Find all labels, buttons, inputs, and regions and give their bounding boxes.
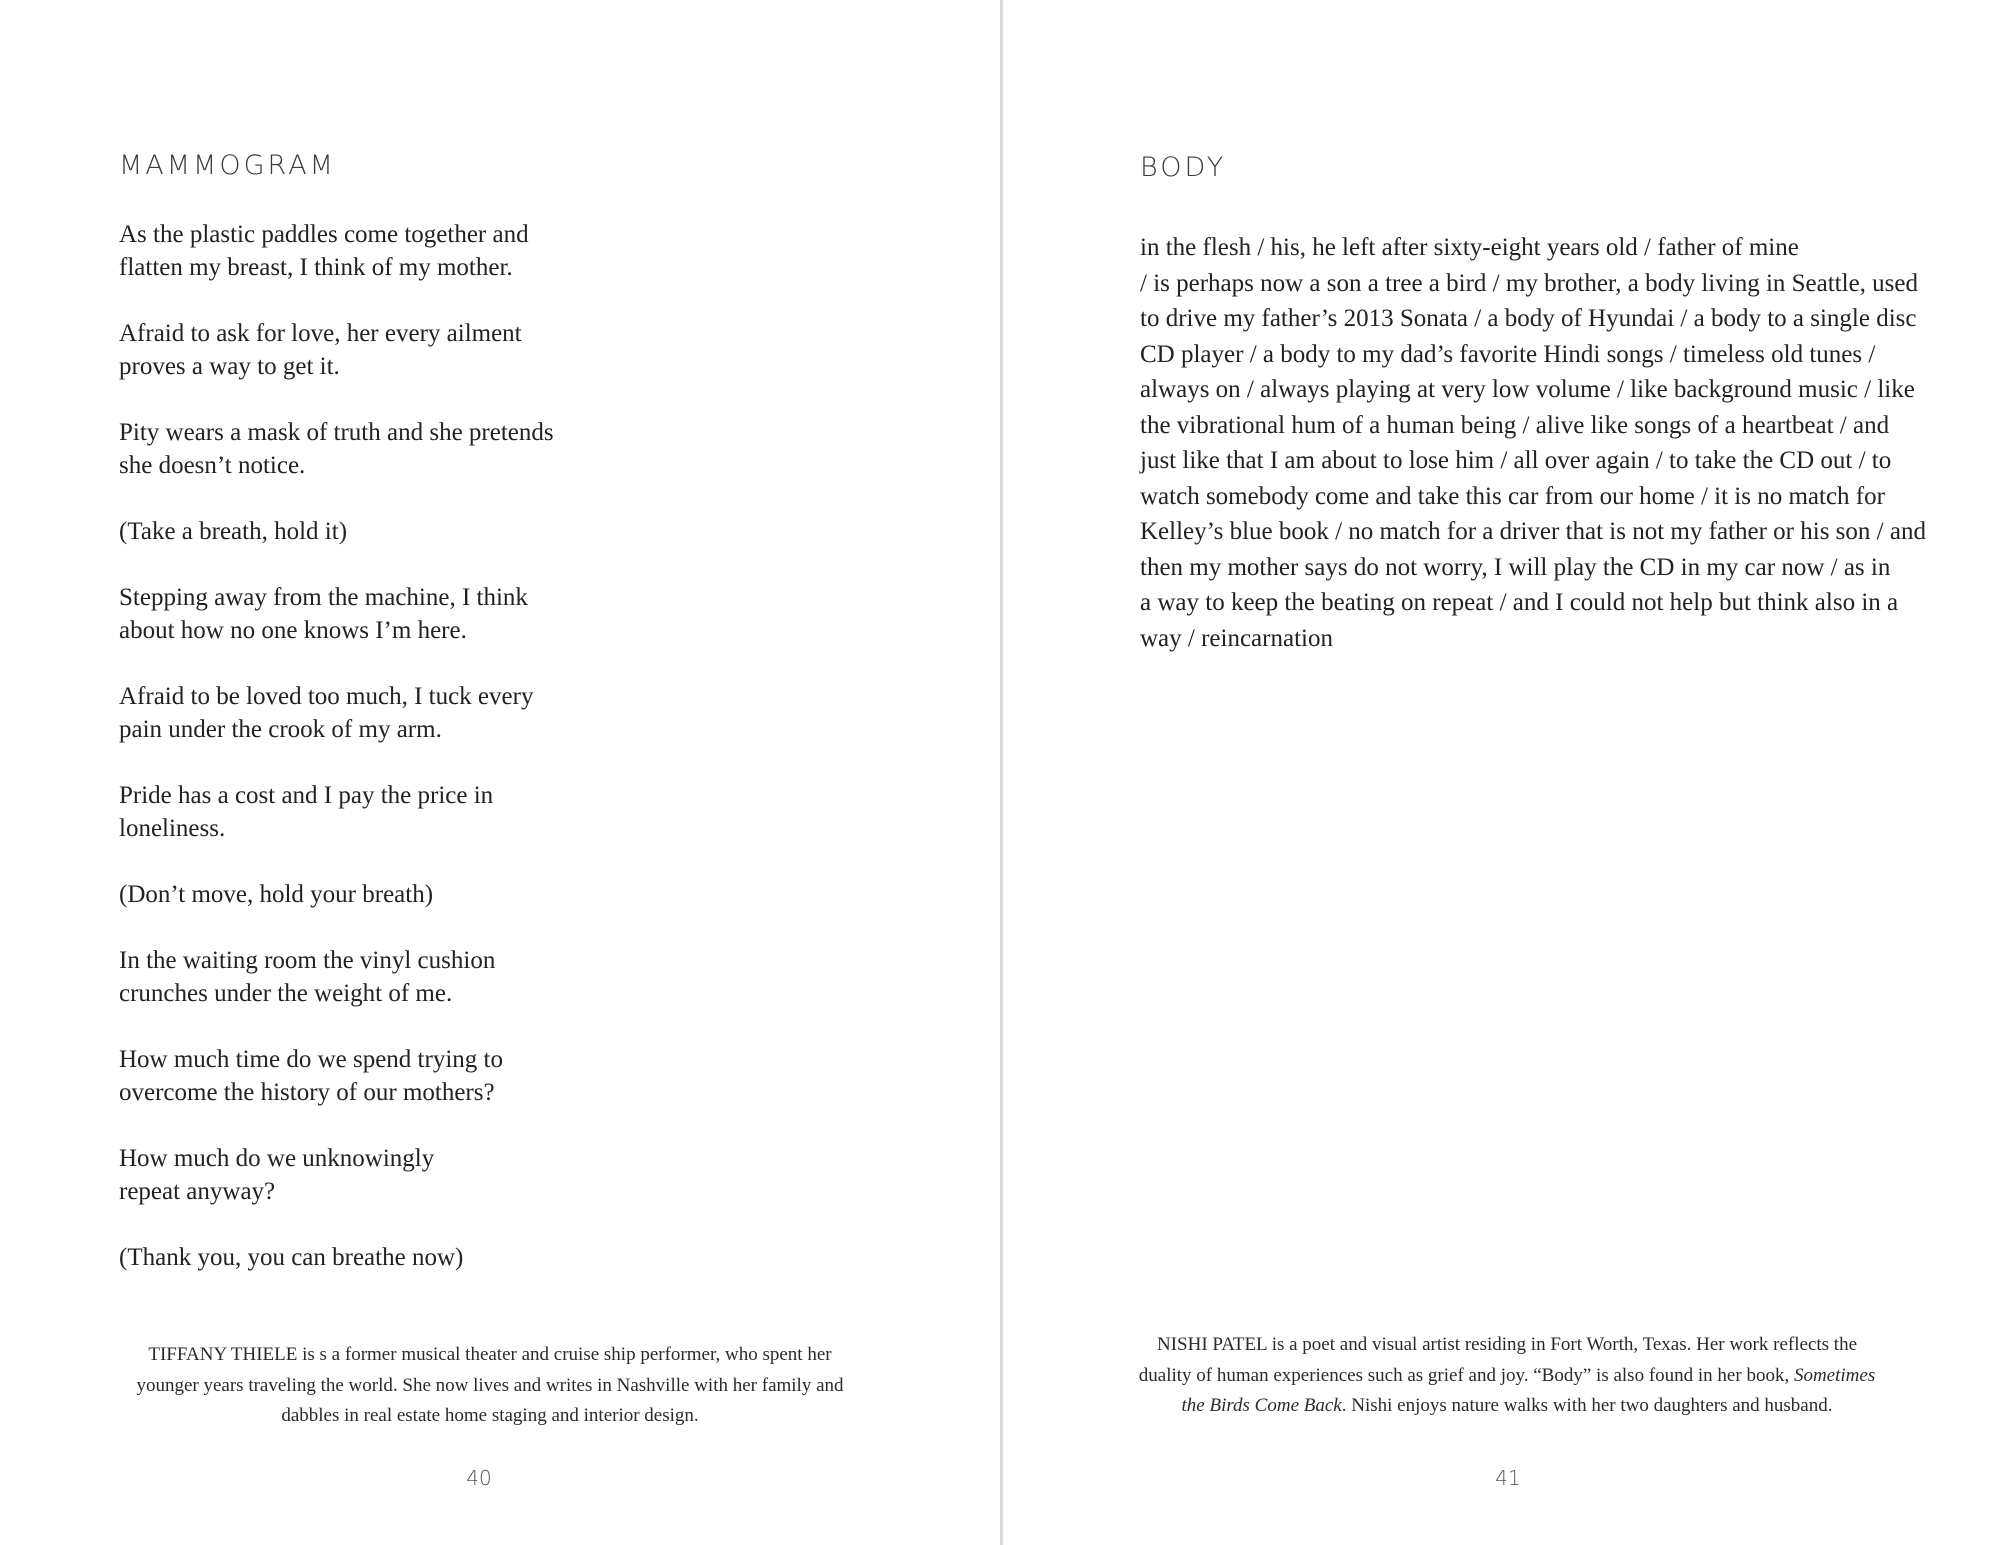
poem-line: a way to keep the beating on repeat / and I could not help but think also in a (1140, 589, 1899, 616)
poem-line: always on / always playing at very low volume / like background music / like (1140, 376, 1915, 403)
bio-line (1131, 1391, 1883, 1422)
poem-body-body (1140, 230, 1926, 656)
poem-line: Kelley’s blue book / no match for a driver that is not my father or his son / and (1140, 518, 1926, 545)
stanza: Afraid to be loved too much, I tuck every pain under the crook of my arm. (119, 683, 534, 743)
stanza: How much do we unknowingly repeat anyway? (119, 1145, 435, 1205)
stanza: Pity wears a mask of truth and she pretends she doesn’t notice. (119, 419, 554, 479)
poem-line: the vibrational hum of a human being / alive like songs of a heartbeat / and (1140, 411, 1890, 439)
book-title-italic: the Birds Come Back (1181, 1395, 1342, 1416)
bio-line: younger years traveling the world. She now lives and writes in Nashville with her family and (136, 1374, 844, 1396)
right-page (1003, 0, 2000, 1545)
stanza: (Don’t move, hold your breath) (119, 881, 434, 908)
poem-title-mammogram: MAMMOGRAM (119, 150, 336, 181)
stanza: In the waiting room the vinyl cushion crunches under the weight of me. (119, 947, 496, 1007)
bio-text: . Nishi enjoys nature walks with her two daughters and husband. (1341, 1395, 1833, 1416)
poem-line: way / reincarnation (1140, 624, 1333, 652)
bio-text: duality of human experiences such as grief and joy. “Body” is also found in her book, (1138, 1364, 1794, 1386)
stanza: Afraid to ask for love, her every ailment proves a way to get it. (119, 320, 522, 380)
poem-line: to drive my father’s 2013 Sonata / a body of Hyundai / a body to a single disc (1140, 305, 1917, 332)
page-number: 40 (466, 1466, 492, 1490)
poem-line: / is perhaps now a son a tree a bird / my brother, a body living in Seattle, used (1140, 269, 1918, 297)
stanza: Stepping away from the machine, I think about how no one knows I’m here. (119, 584, 528, 644)
author-bio-nishi-patel (1131, 1330, 1883, 1422)
bio-line: TIFFANY THIELE is s a former musical theater and cruise ship performer, who spent her (148, 1344, 832, 1365)
stanza: (Take a breath, hold it) (119, 518, 348, 545)
poem-line: in the flesh / his, he left after sixty-eight years old / father of mine (1140, 234, 1799, 261)
author-bio-tiffany-thiele (135, 1340, 845, 1432)
bio-line: dabbles in real estate home staging and interior design. (281, 1405, 699, 1426)
poem-body-mammogram (119, 218, 679, 1307)
poem-line: watch somebody come and take this car from our home / it is no match for (1140, 482, 1885, 510)
bio-line (1131, 1361, 1883, 1392)
stanza: Pride has a cost and I pay the price in loneliness. (119, 782, 494, 842)
bio-line: NISHI PATEL is a poet and visual artist residing in Fort Worth, Texas. Her work reflects the (1156, 1334, 1858, 1355)
poem-line: just like that I am about to lose him / all over again / to take the CD out / to (1140, 447, 1892, 474)
stanza: As the plastic paddles come together and flatten my breast, I think of my mother. (119, 221, 529, 281)
page-number: 41 (1495, 1466, 1521, 1490)
book-title-italic: Sometimes (1793, 1364, 1876, 1386)
stanza: How much time do we spend trying to overcome the history of our mothers? (119, 1046, 503, 1106)
poem-line: CD player / a body to my dad’s favorite Hindi songs / timeless old tunes / (1140, 340, 1876, 368)
poem-title-body: BODY (1140, 152, 1227, 183)
stanza: (Thank you, you can breathe now) (119, 1244, 464, 1271)
poem-line: then my mother says do not worry, I will play the CD in my car now / as in (1140, 553, 1891, 581)
